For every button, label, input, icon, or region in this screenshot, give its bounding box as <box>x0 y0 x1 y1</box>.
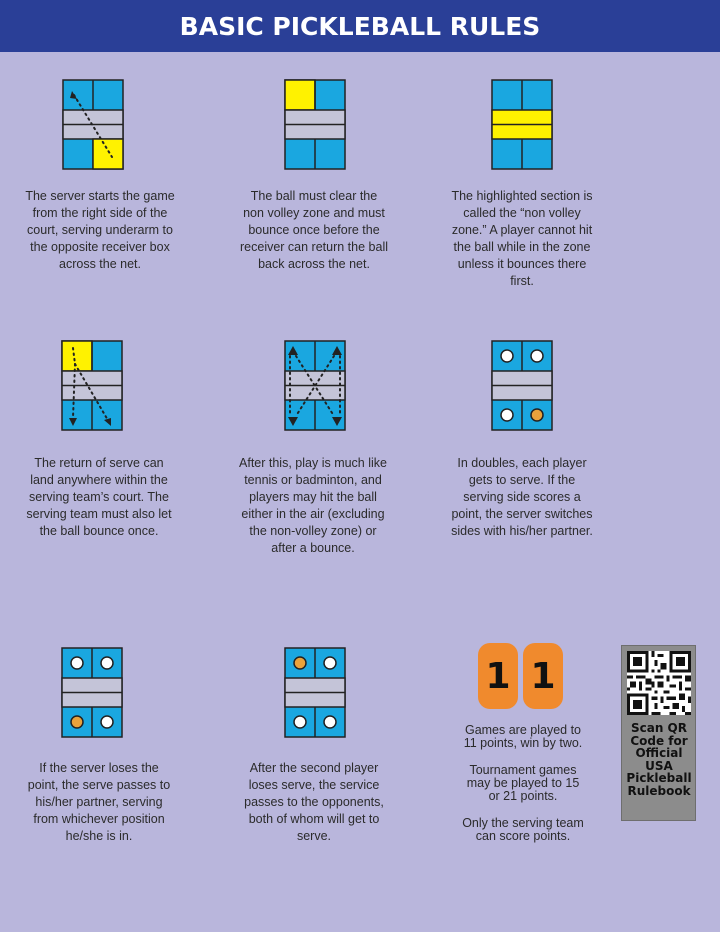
rule-bounce-text: The ball must clear the non volley zone and must bounce once before the receiver can return the ball back across the net. <box>240 189 388 271</box>
court-diagram-serve <box>62 79 124 170</box>
rule-second-player-text: After the second player loses serve, the service passes to the opponents, both of whom will get to serve. <box>244 761 384 843</box>
page-title: BASIC PICKLEBALL RULES <box>179 11 541 41</box>
qr-code-icon[interactable] <box>627 651 691 715</box>
qr-caption <box>624 722 694 797</box>
qr-caption-line: USA <box>645 758 673 773</box>
rule-doubles-text: In doubles, each player gets to serve. If the serving side scores a point, the server switches sides with his/her partner. <box>451 456 593 538</box>
qr-caption-line: Pickleball <box>626 771 692 785</box>
scoring-text <box>462 724 584 843</box>
scoring-paragraph: Tournament games may be played to 15 or 21 points. <box>466 763 580 803</box>
score-digit: 1 <box>478 643 518 709</box>
court-diagram-doubles <box>491 340 553 431</box>
qr-card[interactable] <box>621 645 696 821</box>
score-digit: 1 <box>523 643 563 709</box>
court-diagram-second-player <box>284 647 346 738</box>
qr-caption-line: Code for <box>630 733 688 748</box>
court-diagram-rally <box>284 340 346 431</box>
court-diagram-non-volley <box>491 79 553 170</box>
qr-caption-line: Rulebook <box>627 783 691 798</box>
court-diagram-bounce <box>284 79 346 170</box>
scoring-paragraph: Only the serving team can score points. <box>462 816 584 843</box>
rule-serve-text: The server starts the game from the right side of the court, serving underarm to the opposite receiver box across the net. <box>25 189 175 271</box>
header-banner <box>0 0 720 52</box>
court-diagram-return <box>61 340 123 431</box>
rule-non-volley-text: The highlighted section is called the “non volley zone.” A player cannot hit the ball while in the zone unless it bounces there first. <box>451 189 593 288</box>
rule-server-loses-text: If the server loses the point, the serve passes to his/her partner, serving from whichever position he/she is in. <box>27 761 171 843</box>
score-eleven-graphic <box>478 643 563 709</box>
rule-rally-text: After this, play is much like tennis or badminton, and players may hit the ball either in the air (excluding the non-volley zone) or after a bounce. <box>239 456 387 555</box>
qr-caption-line: Official <box>635 746 683 760</box>
court-diagram-server-loses <box>61 647 123 738</box>
rule-return-text: The return of serve can land anywhere within the serving team’s court. The serving team must also let the ball bounce once. <box>26 456 172 538</box>
scoring-paragraph: Games are played to 11 points, win by two. <box>463 723 583 750</box>
qr-caption-line: Scan QR <box>630 721 687 735</box>
